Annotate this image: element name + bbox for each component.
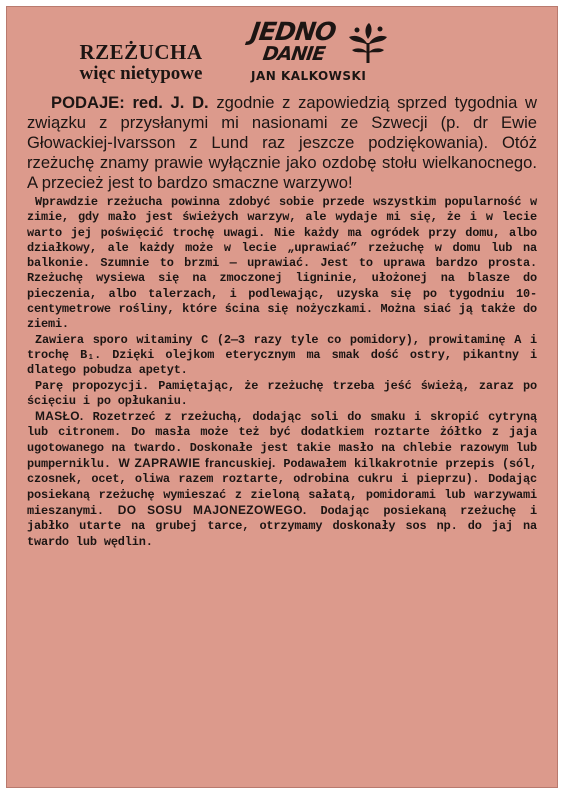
- column-logo-word-2: DANIE: [261, 43, 326, 65]
- column-logo: [243, 15, 393, 85]
- recipe-dressing-text: Podawałem kilkakrotnie przepis (sól, czosnek, ocet, oliwa razem roztarte, odrobina cukru i pieprzu). Dodając posiekaną rzeżuchę wymieszać z zieloną sałatą, pomidorami lub warzywami mieszanymi.: [27, 457, 537, 518]
- lead-keyword-podaje: PODAJE:: [51, 93, 125, 112]
- paragraph-recipes: [27, 409, 537, 550]
- recipe-butter-text: Rozetrzeć z rzeżuchą, dodając soli do smaku i skropić cytryną lub citronem. Do masła może też być dodatkiem roztarte żółtko z jaja ugotowanego na twardo. Doskonałe jest takie masło na chlebie razowym lub pumperniklu.: [27, 410, 537, 472]
- lead-text: zgodnie z zapowiedzią sprzed tygodnia w związku z przysłanymi mi nasionami ze Szwecji (p. dr Ewie Głowackiej-Ivarsson z Lund raz jeszcze podziękowania). Otóż rzeżuchę znamy prawie wyłącznie jako ozdobę stołu wielkanocnego. A przecież jest to bardzo smaczne warzywo!: [27, 93, 537, 192]
- column-logo-word-1: JEDNO: [248, 17, 338, 46]
- lead-paragraph: [27, 93, 537, 193]
- article-header: [27, 7, 537, 93]
- recipe-butter-heading: MASŁO.: [35, 409, 84, 424]
- recipe-mayonnaise-heading: DO SOSU MAJONEZOWEGO.: [117, 502, 307, 517]
- cress-sprig-icon: [345, 21, 391, 65]
- newspaper-clipping: [6, 6, 558, 788]
- article-subtitle: więc nietypowe: [79, 63, 203, 84]
- headline: [51, 41, 231, 85]
- paragraph-cultivation: Wprawdzie rzeżucha powinna zdobyć sobie przede wszystkim popularność w zimie, gdy mało jest świeżych warzyw, ale wydaje mi się, że i w lecie warto jej poświęcić trochę uwagi. Nie każdy ma ogródek przy domu, albo działkowy, ale każdy może w lecie „uprawiać” rzeżuchę w domu lub na balkonie. Szumnie to brzmi — uprawiać. Jest to uprawa bardzo prosta. Rzeżuchę wysiewa się na zmoczonej ligninie, ułożonej na blasze do pieczenia, albo talerzach, i podlewając, uzyska się po tygodniu 10-centymetrowe rośliny, które ścina się nożyczkami. Można siać ją także do ziemi.: [27, 195, 537, 332]
- lead-keyword-author: red. J. D.: [132, 93, 209, 112]
- author-name: JAN KALKOWSKI: [251, 69, 367, 83]
- article-title: RZEŻUCHA: [79, 40, 203, 64]
- paragraph-vitamins: Zawiera sporo witaminy C (2—3 razy tyle co pomidory), prowitaminę A i trochę B₁. Dzięki olejkom eterycznym ma smak dość ostry, pikantny i dlatego pobudza apetyt.: [27, 332, 537, 378]
- paragraph-proposals: Parę propozycji. Pamiętając, że rzeżuchę trzeba jeść świeżą, zaraz po ścięciu i po opłukaniu.: [27, 378, 537, 408]
- recipe-dressing-heading: W ZAPRAWIE francuskiej.: [118, 456, 276, 471]
- recipe-mayonnaise-text: Dodając posiekaną rzeżuchę i jabłko utarte na grubej tarce, otrzymamy doskonały sos np. do jaj na twardo lub wędlin.: [27, 503, 537, 549]
